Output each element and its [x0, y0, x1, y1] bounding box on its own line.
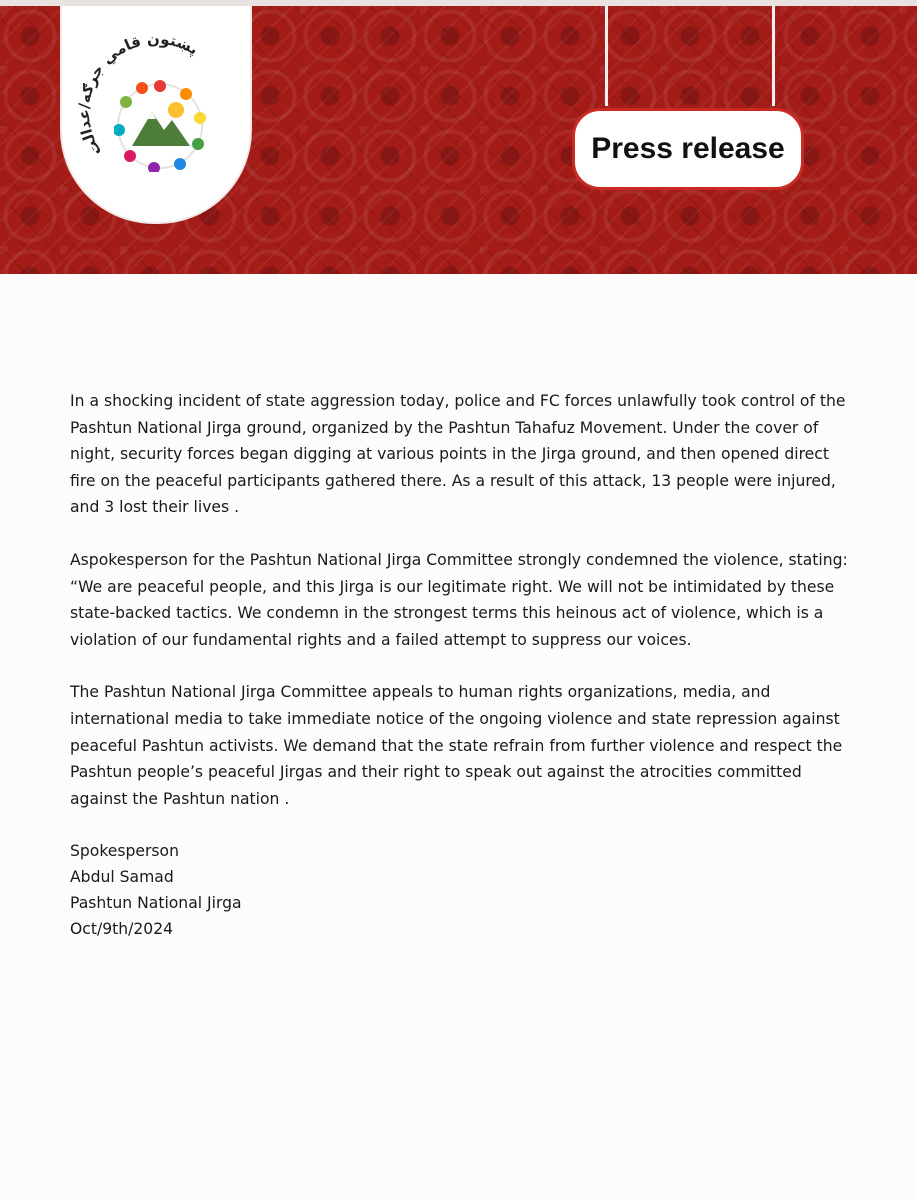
signature-date: Oct/9th/2024: [70, 920, 174, 939]
press-body: [70, 388, 850, 942]
paragraph-3: The Pashtun National Jirga Committee appeals to human rights organizations, media, and international media to take immediate notice of the ongoing violence and state repression against peaceful Pashtun activists. We demand that the state refrain from further violence and respect the Pashtun people’s peaceful Jirgas and their right to speak out against the atrocities committed against the Pashtun nation .: [70, 683, 843, 808]
signature-organization: Pashtun National Jirga: [70, 894, 242, 913]
signature-name: Abdul Samad: [70, 868, 174, 887]
logo-text: پښتون قامي جرګه/عدالت: [74, 29, 202, 160]
logo-mountain-icon: [114, 80, 206, 172]
logo-badge: [60, 6, 252, 224]
paragraph-2: Aspokesperson for the Pashtun National Jirga Committee strongly condemned the violence, stating: “We are peaceful people, and this Jirga is our legitimate right. We will not be intimidated by these state-backed tactics. We condemn in the strongest terms this heinous act of violence, which is a violation of our fundamental rights and a failed attempt to suppress our voices.: [70, 550, 848, 649]
hanging-string-left: [605, 6, 608, 106]
paragraph-1: In a shocking incident of state aggression today, police and FC forces unlawfully took control of the Pashtun National Jirga ground, organized by the Pashtun Tahafuz Movement. Under the cover of night, security forces began digging at various points in the Jirga ground, and then opened direct fire on the peaceful participants gathered there. As a result of this attack, 13 people were injured, and 3 lost their lives .: [70, 392, 846, 517]
signature-role: Spokesperson: [70, 842, 179, 861]
press-release-label: [572, 108, 804, 190]
header-banner: [0, 6, 917, 274]
hanging-string-right: [772, 6, 775, 106]
signature-block: [70, 838, 850, 942]
press-release-text: Press release: [591, 132, 785, 165]
